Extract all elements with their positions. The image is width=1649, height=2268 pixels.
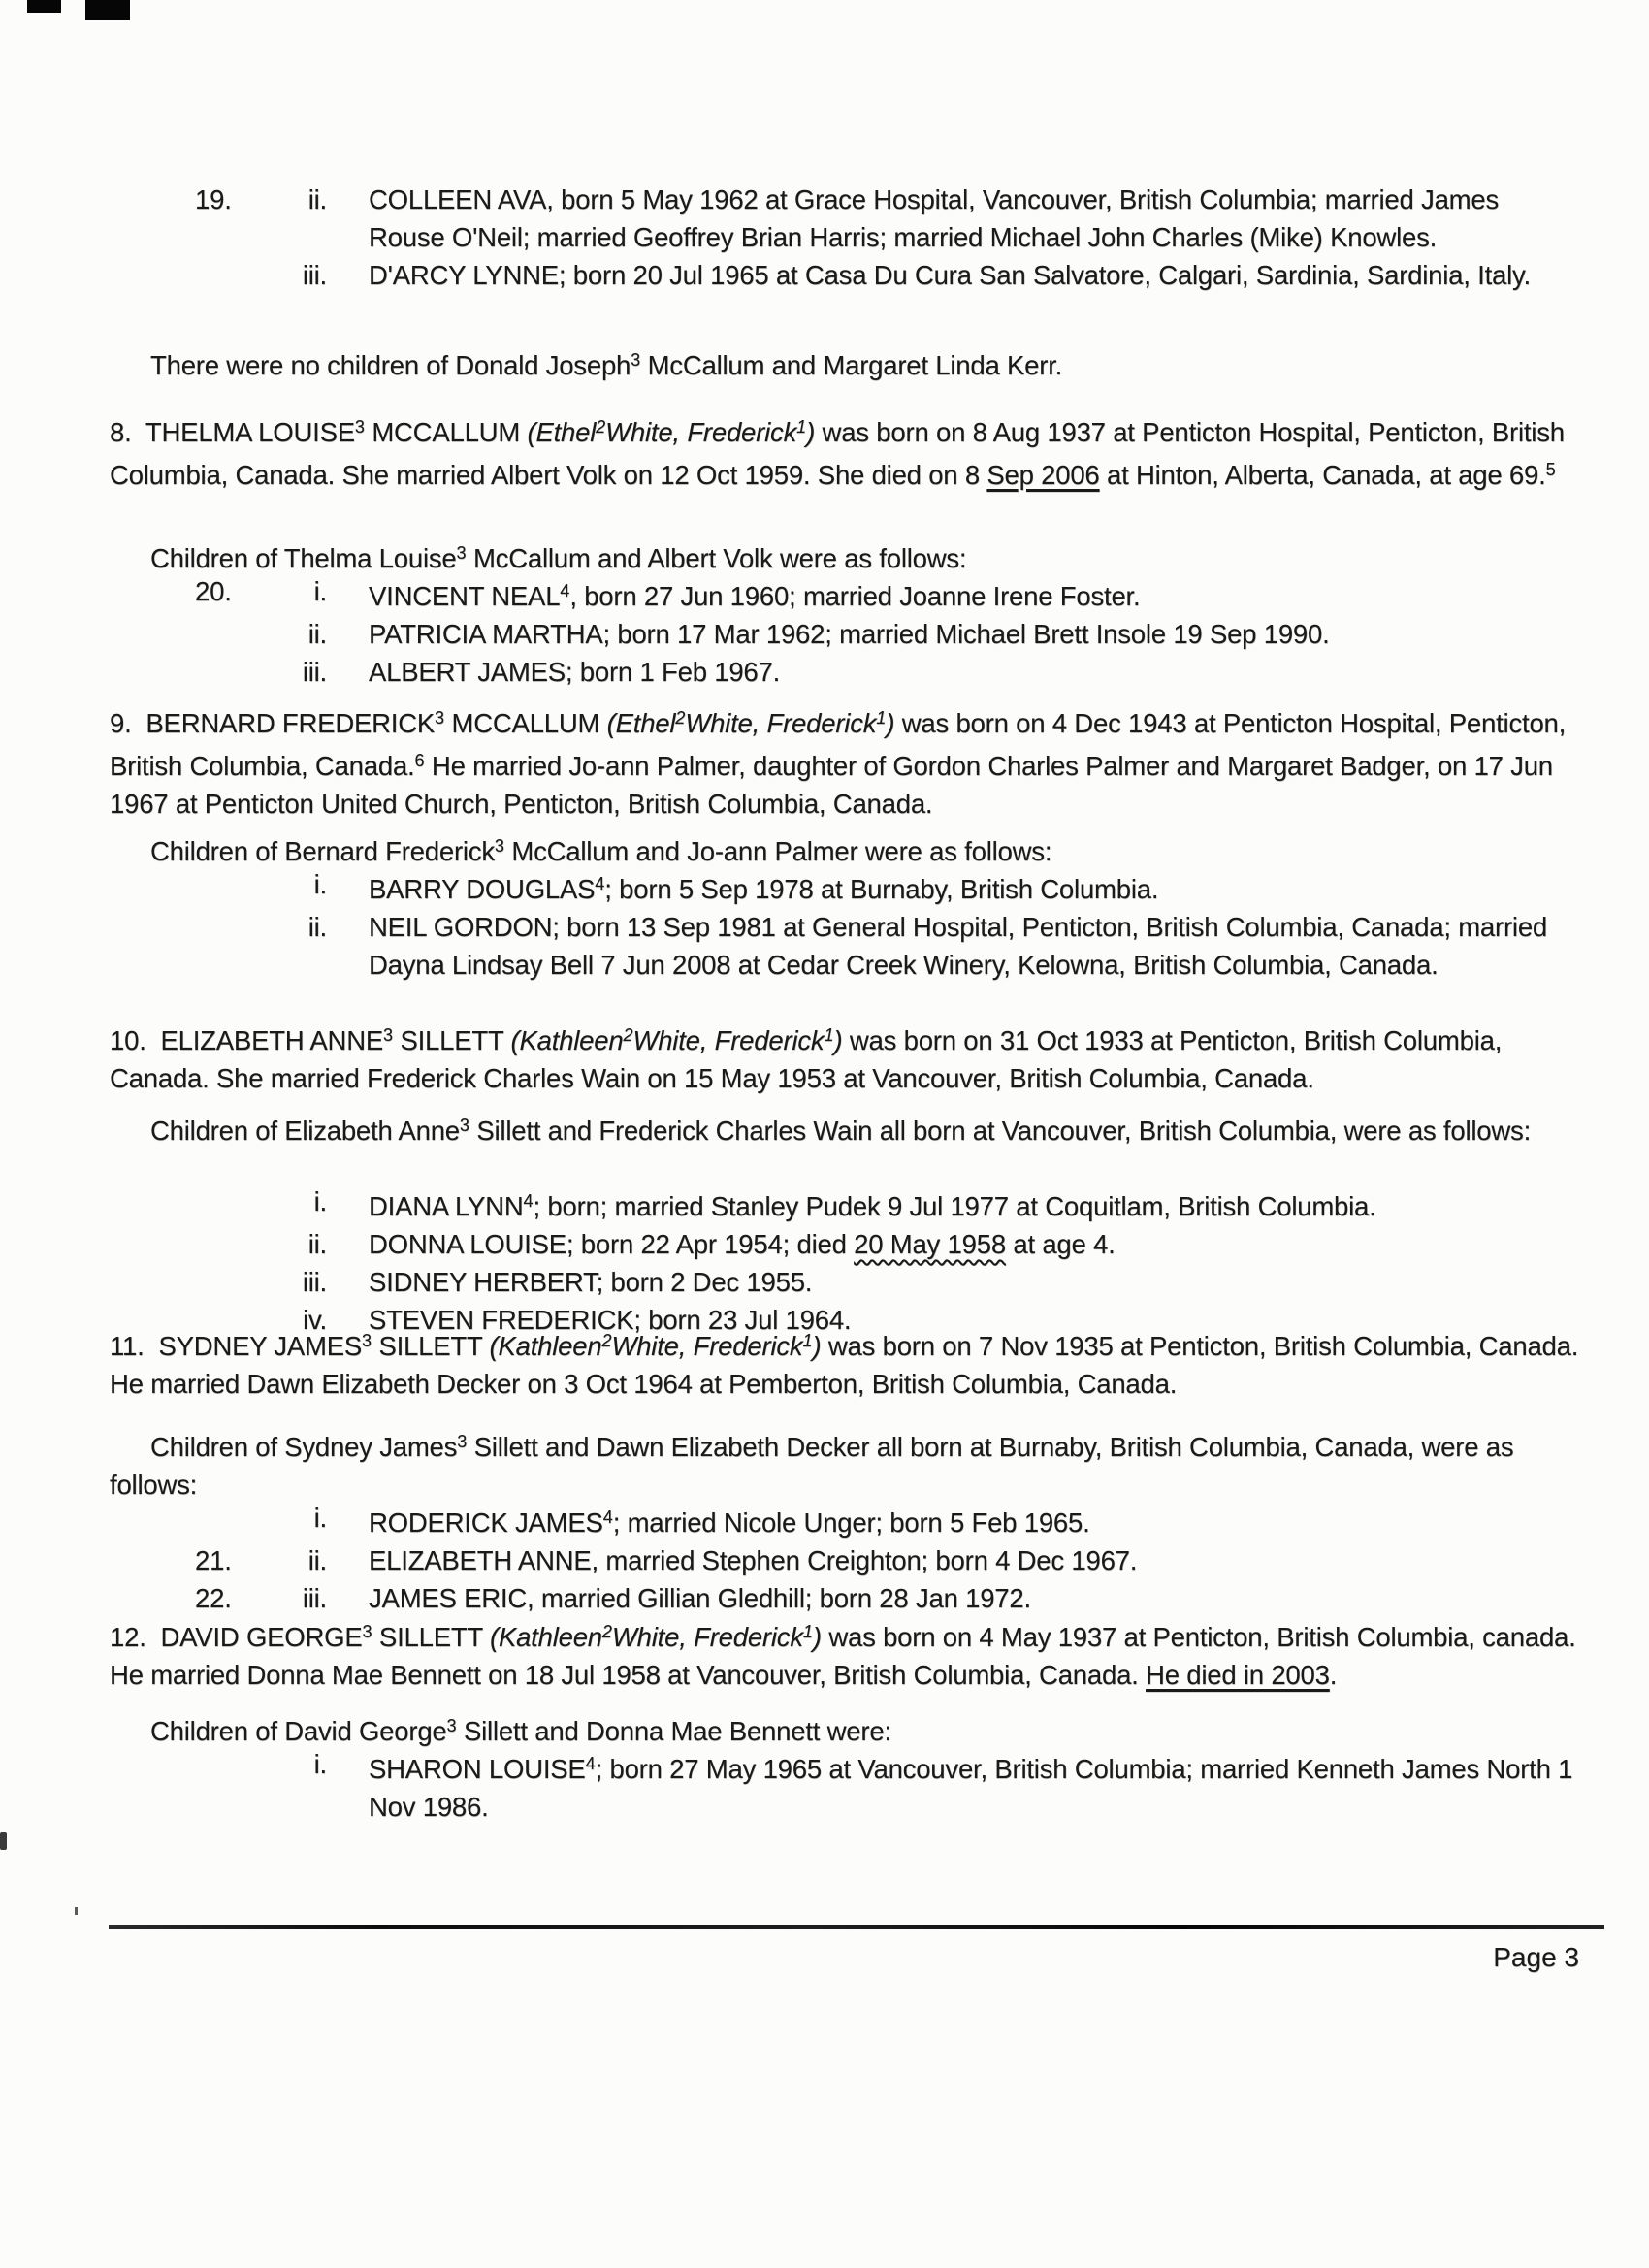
- child-number: [187, 908, 265, 984]
- children-heading: Children of Elizabeth Anne$^3$ Sillett and Frederick Charles Wain all born at Vancouver, British Columbia, were as follows:: [150, 1116, 1532, 1146]
- child-detail: SHARON LOUISE$^4$; born 27 May 1965 at Vancouver, British Columbia; married Kenneth James North 1 Nov 1986.: [369, 1754, 1573, 1822]
- scan-artifact-speck: [75, 1907, 78, 1915]
- child-entry-list: [110, 865, 1581, 984]
- child-entry: [110, 615, 1581, 653]
- child-entry: [110, 1225, 1581, 1263]
- child-detail: SIDNEY HERBERT; born 2 Dec 1955.: [369, 1267, 813, 1297]
- person-entry-11: 11. SYDNEY JAMES$^3$ SILLETT (Kathleen$^2$White, Frederick$^1$) was born on 7 Nov 1935 at Penticton, British Columbia, Canada. He married Dawn Elizabeth Decker on 3 Oct 1964 at Pemberton, British Columbia, Canada.: [110, 1331, 1579, 1399]
- person-entry-10: 10. ELIZABETH ANNE$^3$ SILLETT (Kathleen$^2$White, Frederick$^1$) was born on 31 Oct 1933 at Penticton, British Columbia, Canada. She married Frederick Charles Wain on 15 May 1953 at Vancouver, British Columbia, Canada.: [110, 1025, 1503, 1093]
- spacer: [335, 1183, 369, 1225]
- child-roman-numeral: ii.: [307, 1545, 327, 1575]
- child-roman-numeral: i.: [313, 1503, 327, 1533]
- spacer: [110, 1183, 187, 1225]
- spacer: [110, 1263, 187, 1301]
- scan-artifact-top-left-2: [85, 0, 130, 20]
- child-entry: [110, 1499, 1581, 1541]
- child-number: [187, 865, 265, 908]
- spacer: [335, 865, 369, 908]
- scan-artifact-top-left-1: [27, 0, 61, 13]
- child-detail: STEVEN FREDERICK; born 23 Jul 1964.: [369, 1305, 852, 1335]
- child-entry: [110, 180, 1581, 256]
- child-roman-numeral: i.: [313, 1749, 327, 1779]
- child-detail: DIANA LYNN$^4$; born; married Stanley Pudek 9 Jul 1977 at Coquitlam, British Columbia.: [369, 1191, 1376, 1221]
- child-entry: [110, 1579, 1581, 1617]
- spacer: [335, 908, 369, 984]
- spacer: [335, 1579, 369, 1617]
- child-number: [187, 653, 265, 691]
- child-entry: [110, 1541, 1581, 1579]
- children-heading: Children of Thelma Louise$^3$ McCallum and Albert Volk were as follows:: [150, 543, 967, 573]
- child-roman-numeral: i.: [313, 869, 327, 899]
- child-number: [187, 1263, 265, 1301]
- child-roman-numeral: ii.: [307, 184, 327, 214]
- scan-artifact-left-edge: [0, 1832, 7, 1850]
- spacer: [110, 1579, 187, 1617]
- children-heading: Children of Sydney James$^3$ Sillett and Dawn Elizabeth Decker all born at Burnaby, British Columbia, Canada, were as follows:: [110, 1432, 1514, 1500]
- child-entry-list: [110, 1183, 1581, 1339]
- child-detail: ELIZABETH ANNE, married Stephen Creighton; born 4 Dec 1967.: [369, 1545, 1138, 1575]
- spacer: [110, 1541, 187, 1579]
- child-entry-list: [110, 1499, 1581, 1617]
- spacer: [335, 1499, 369, 1541]
- child-detail: ALBERT JAMES; born 1 Feb 1967.: [369, 657, 781, 687]
- person-entry-9: 9. BERNARD FREDERICK$^3$ MCCALLUM (Ethel$^2$White, Frederick$^1$) was born on 4 Dec 1943 at Penticton Hospital, Penticton, British Columbia, Canada.$^6$ He married Jo-ann Palmer, daughter of Gordon Charles Palmer and Margaret Badger, on 17 Jun 1967 at Penticton United Church, Penticton, British Columbia, Canada.: [110, 708, 1567, 819]
- spacer: [335, 653, 369, 691]
- child-number: [187, 1745, 265, 1826]
- child-number: [187, 1183, 265, 1225]
- children-heading: Children of Bernard Frederick$^3$ McCallum and Jo-ann Palmer were as follows:: [150, 836, 1052, 866]
- child-detail: COLLEEN AVA, born 5 May 1962 at Grace Hospital, Vancouver, British Columbia; married James Rouse O'Neil; married Geoffrey Brian Harris; married Michael John Charles (Mike) Knowles.: [369, 184, 1500, 252]
- child-entry: [110, 1745, 1581, 1826]
- child-detail: RODERICK JAMES$^4$; married Nicole Unger; born 5 Feb 1965.: [369, 1507, 1090, 1538]
- child-roman-numeral: ii.: [307, 619, 327, 649]
- child-number: 19.: [195, 184, 232, 214]
- child-number: 20.: [195, 576, 232, 606]
- child-detail: PATRICIA MARTHA; born 17 Mar 1962; married Michael Brett Insole 19 Sep 1990.: [369, 619, 1330, 649]
- spacer: [335, 615, 369, 653]
- child-roman-numeral: iv.: [303, 1305, 327, 1335]
- child-number: [187, 256, 265, 294]
- spacer: [110, 653, 187, 691]
- spacer: [110, 572, 187, 615]
- spacer: [110, 1499, 187, 1541]
- child-roman-numeral: i.: [313, 1186, 327, 1216]
- child-roman-numeral: ii.: [307, 912, 327, 942]
- child-roman-numeral: i.: [313, 576, 327, 606]
- child-detail: NEIL GORDON; born 13 Sep 1981 at General Hospital, Penticton, British Columbia, Canada; married Dayna Lindsay Bell 7 Jun 2008 at Cedar Creek Winery, Kelowna, British Columbia, Canada.: [369, 912, 1548, 980]
- child-detail: DONNA LOUISE; born 22 Apr 1954; died 20 May 1958 at age 4.: [369, 1229, 1116, 1259]
- spacer: [110, 1745, 187, 1826]
- spacer: [110, 865, 187, 908]
- page-number: Page 3: [1493, 1942, 1579, 1972]
- spacer: [110, 180, 187, 256]
- spacer: [110, 256, 187, 294]
- child-detail: VINCENT NEAL$^4$, born 27 Jun 1960; married Joanne Irene Foster.: [369, 581, 1141, 611]
- spacer: [335, 180, 369, 256]
- child-entry: [110, 865, 1581, 908]
- child-number: [187, 1225, 265, 1263]
- child-number: [187, 615, 265, 653]
- child-roman-numeral: ii.: [307, 1229, 327, 1259]
- child-entry: [110, 1183, 1581, 1225]
- children-heading: Children of David George$^3$ Sillett and Donna Mae Bennett were:: [150, 1716, 891, 1746]
- child-entry: [110, 1263, 1581, 1301]
- child-roman-numeral: iii.: [302, 260, 327, 290]
- spacer: [110, 1225, 187, 1263]
- child-entry: [110, 653, 1581, 691]
- spacer: [335, 1745, 369, 1826]
- child-detail: D'ARCY LYNNE; born 20 Jul 1965 at Casa Du Cura San Salvatore, Calgari, Sardinia, Sardinia, Italy.: [369, 260, 1531, 290]
- spacer: [335, 256, 369, 294]
- child-roman-numeral: iii.: [302, 1583, 327, 1613]
- spacer: [335, 1263, 369, 1301]
- child-entry: [110, 256, 1581, 294]
- person-entry-8: 8. THELMA LOUISE$^3$ MCCALLUM (Ethel$^2$White, Frederick$^1$) was born on 8 Aug 1937 at Penticton Hospital, Penticton, British Columbia, Canada. She married Albert Volk on 12 Oct 1959. She died on 8 Sep 2006 at Hinton, Alberta, Canada, at age 69.$^5$: [110, 417, 1565, 490]
- person-entry-12: 12. DAVID GEORGE$^3$ SILLETT (Kathleen$^2$White, Frederick$^1$) was born on 4 May 1937 at Penticton, British Columbia, canada. He married Donna Mae Bennett on 18 Jul 1958 at Vancouver, British Columbia, Canada. He died in 2003.: [110, 1622, 1576, 1690]
- child-number: 22.: [195, 1583, 232, 1613]
- spacer: [335, 572, 369, 615]
- child-roman-numeral: iii.: [302, 1267, 327, 1297]
- child-entry: [110, 572, 1581, 615]
- child-detail: JAMES ERIC, married Gillian Gledhill; born 28 Jan 1972.: [369, 1583, 1031, 1613]
- child-roman-numeral: iii.: [302, 657, 327, 687]
- child-entry: [110, 908, 1581, 984]
- spacer: [110, 615, 187, 653]
- child-number: [187, 1499, 265, 1541]
- footer-rule: [109, 1925, 1604, 1929]
- spacer: [110, 908, 187, 984]
- spacer: [335, 1225, 369, 1263]
- child-entry-list: [110, 180, 1581, 294]
- child-entry-list: [110, 1745, 1581, 1826]
- child-number: 21.: [195, 1545, 232, 1575]
- child-detail: BARRY DOUGLAS$^4$; born 5 Sep 1978 at Burnaby, British Columbia.: [369, 874, 1159, 904]
- spacer: [335, 1541, 369, 1579]
- child-entry-list: [110, 572, 1581, 691]
- no-children-note: There were no children of Donald Joseph$^3$ McCallum and Margaret Linda Kerr.: [150, 350, 1063, 380]
